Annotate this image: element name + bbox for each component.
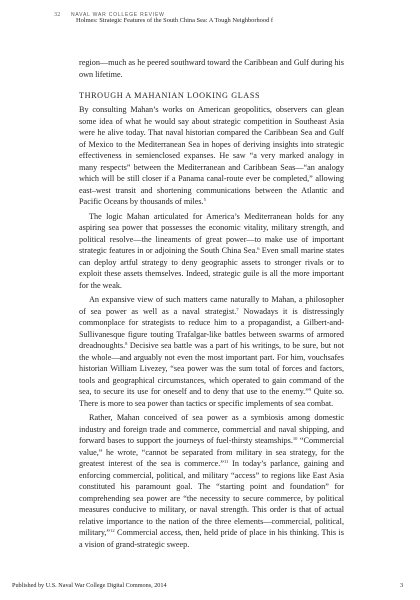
footnote-ref-11[interactable]: 11: [223, 459, 229, 464]
paragraph-3: [79, 294, 344, 409]
paragraph-text: Even small marine states can deploy artful strategy to deny geographic assets to stronger rivals or to exploit these assets themselves. Indeed, strategic guile is all the more important for the weak.: [79, 246, 345, 290]
footnote-ref-5[interactable]: 5: [203, 197, 206, 202]
article-body: [79, 57, 344, 550]
footnote-ref-12[interactable]: 12: [110, 528, 115, 533]
footnote-ref-10[interactable]: 10: [292, 436, 298, 441]
header-journal-name: NAVAL WAR COLLEGE REVIEW: [71, 12, 165, 18]
paragraph-4: [79, 412, 344, 550]
paragraph-text: An expansive view of such matters came naturally to Mahan, a philosopher of sea power as well as a naval strategist.: [79, 295, 344, 316]
footnote-ref-6[interactable]: 6: [257, 246, 260, 251]
paragraph-text: In today’s parlance, gaining and enforcing commercial, political, and military “access” to regions like East Asia constituted his paramount goal. The “starting point and foundation” for comprehending sea power are “the necessity to secure commerce, by political measures conducive to military, or naval strength. This order is that of actual relative importance to the nation of the three elements—commercial, political, military,”: [79, 459, 344, 537]
paragraph-text: Commercial access, then, held pride of place in his thinking. This is a vision of grand-strategic sweep.: [79, 528, 344, 549]
paragraph-text: “Commercial value,” he wrote, “cannot be separated from military in sea strategy, for the greatest interest of the sea is commerce.”: [79, 436, 344, 468]
footer-page-number: 3: [400, 582, 404, 589]
paragraph-text: Nowadays it is distressingly commonplace for strategists to reduce him to a propagandist, a Gilbert-and-Sullivanesque figure touting Trafalgar-like battles between swarms of armored dreadnoughts.: [79, 306, 345, 350]
paragraph-text: Decisive sea battle was a part of his writings, to be sure, but not the whole—and arguably not even the most important part. For him, vouchsafes historian William Livezey, “sea power was the sum total of forces and factors, tools and geographical circumstances, which operated to gain command of the sea, to secure its use for oneself and to deny that use to the enemy.”: [79, 341, 344, 396]
paragraph-text: Rather, Mahan conceived of sea power as a symbiosis among domestic industry and foreign trade and commerce, commercial and naval shipping, and forward bases to support the journeys of fuel-thirsty steamships.: [79, 413, 344, 445]
paragraph-text: The logic Mahan articulated for America’s Mediterranean holds for any aspiring sea power that possesses the economic vitality, military strength, and political resolve—the lineaments of great power—to make use of important strategic features in or adjoining the South China Sea.: [79, 211, 344, 255]
paragraph-text: Quite so. There is more to sea power than tactics or specific implements of sea combat.: [79, 387, 344, 408]
section-heading: THROUGH A MAHANIAN LOOKING GLASS: [79, 91, 261, 100]
paragraph-text: By consulting Mahan’s works on American geopolitics, observers can glean some idea of what he would say about strategic competition in Southeast Asia were he alive today. That naval historian compared the Caribbean Sea and Gulf of Mexico to the Mediterranean Sea in hopes of deriving insights into strategic effectiveness in semienclosed expanses. He saw “a very marked analogy in many respects” between the Mediterranean and Caribbean Seas—“an analogy which will be still closer if a Panama canal-route ever be completed,” allowing east–west transit and shortening communications between the Atlantic and Pacific Oceans by thousands of miles.: [79, 105, 344, 206]
header-running-title: Holmes: Strategic Features of the South China Sea: A Tough Neighborhood f: [76, 17, 273, 24]
publisher-footer: Published by U.S. Naval War College Digital Commons, 2014: [12, 582, 167, 589]
paragraph-2: [79, 211, 344, 292]
paragraph-1: [79, 104, 344, 208]
header-page-number: 32: [54, 12, 61, 18]
running-header: [54, 12, 384, 24]
lead-paragraph: region—much as he peered southward toward the Caribbean and Gulf during his own lifetime.: [79, 58, 344, 79]
footnote-ref-8[interactable]: 8: [125, 341, 128, 346]
footnote-ref-9[interactable]: 9: [308, 387, 312, 392]
footnote-ref-7[interactable]: 7: [236, 306, 239, 312]
